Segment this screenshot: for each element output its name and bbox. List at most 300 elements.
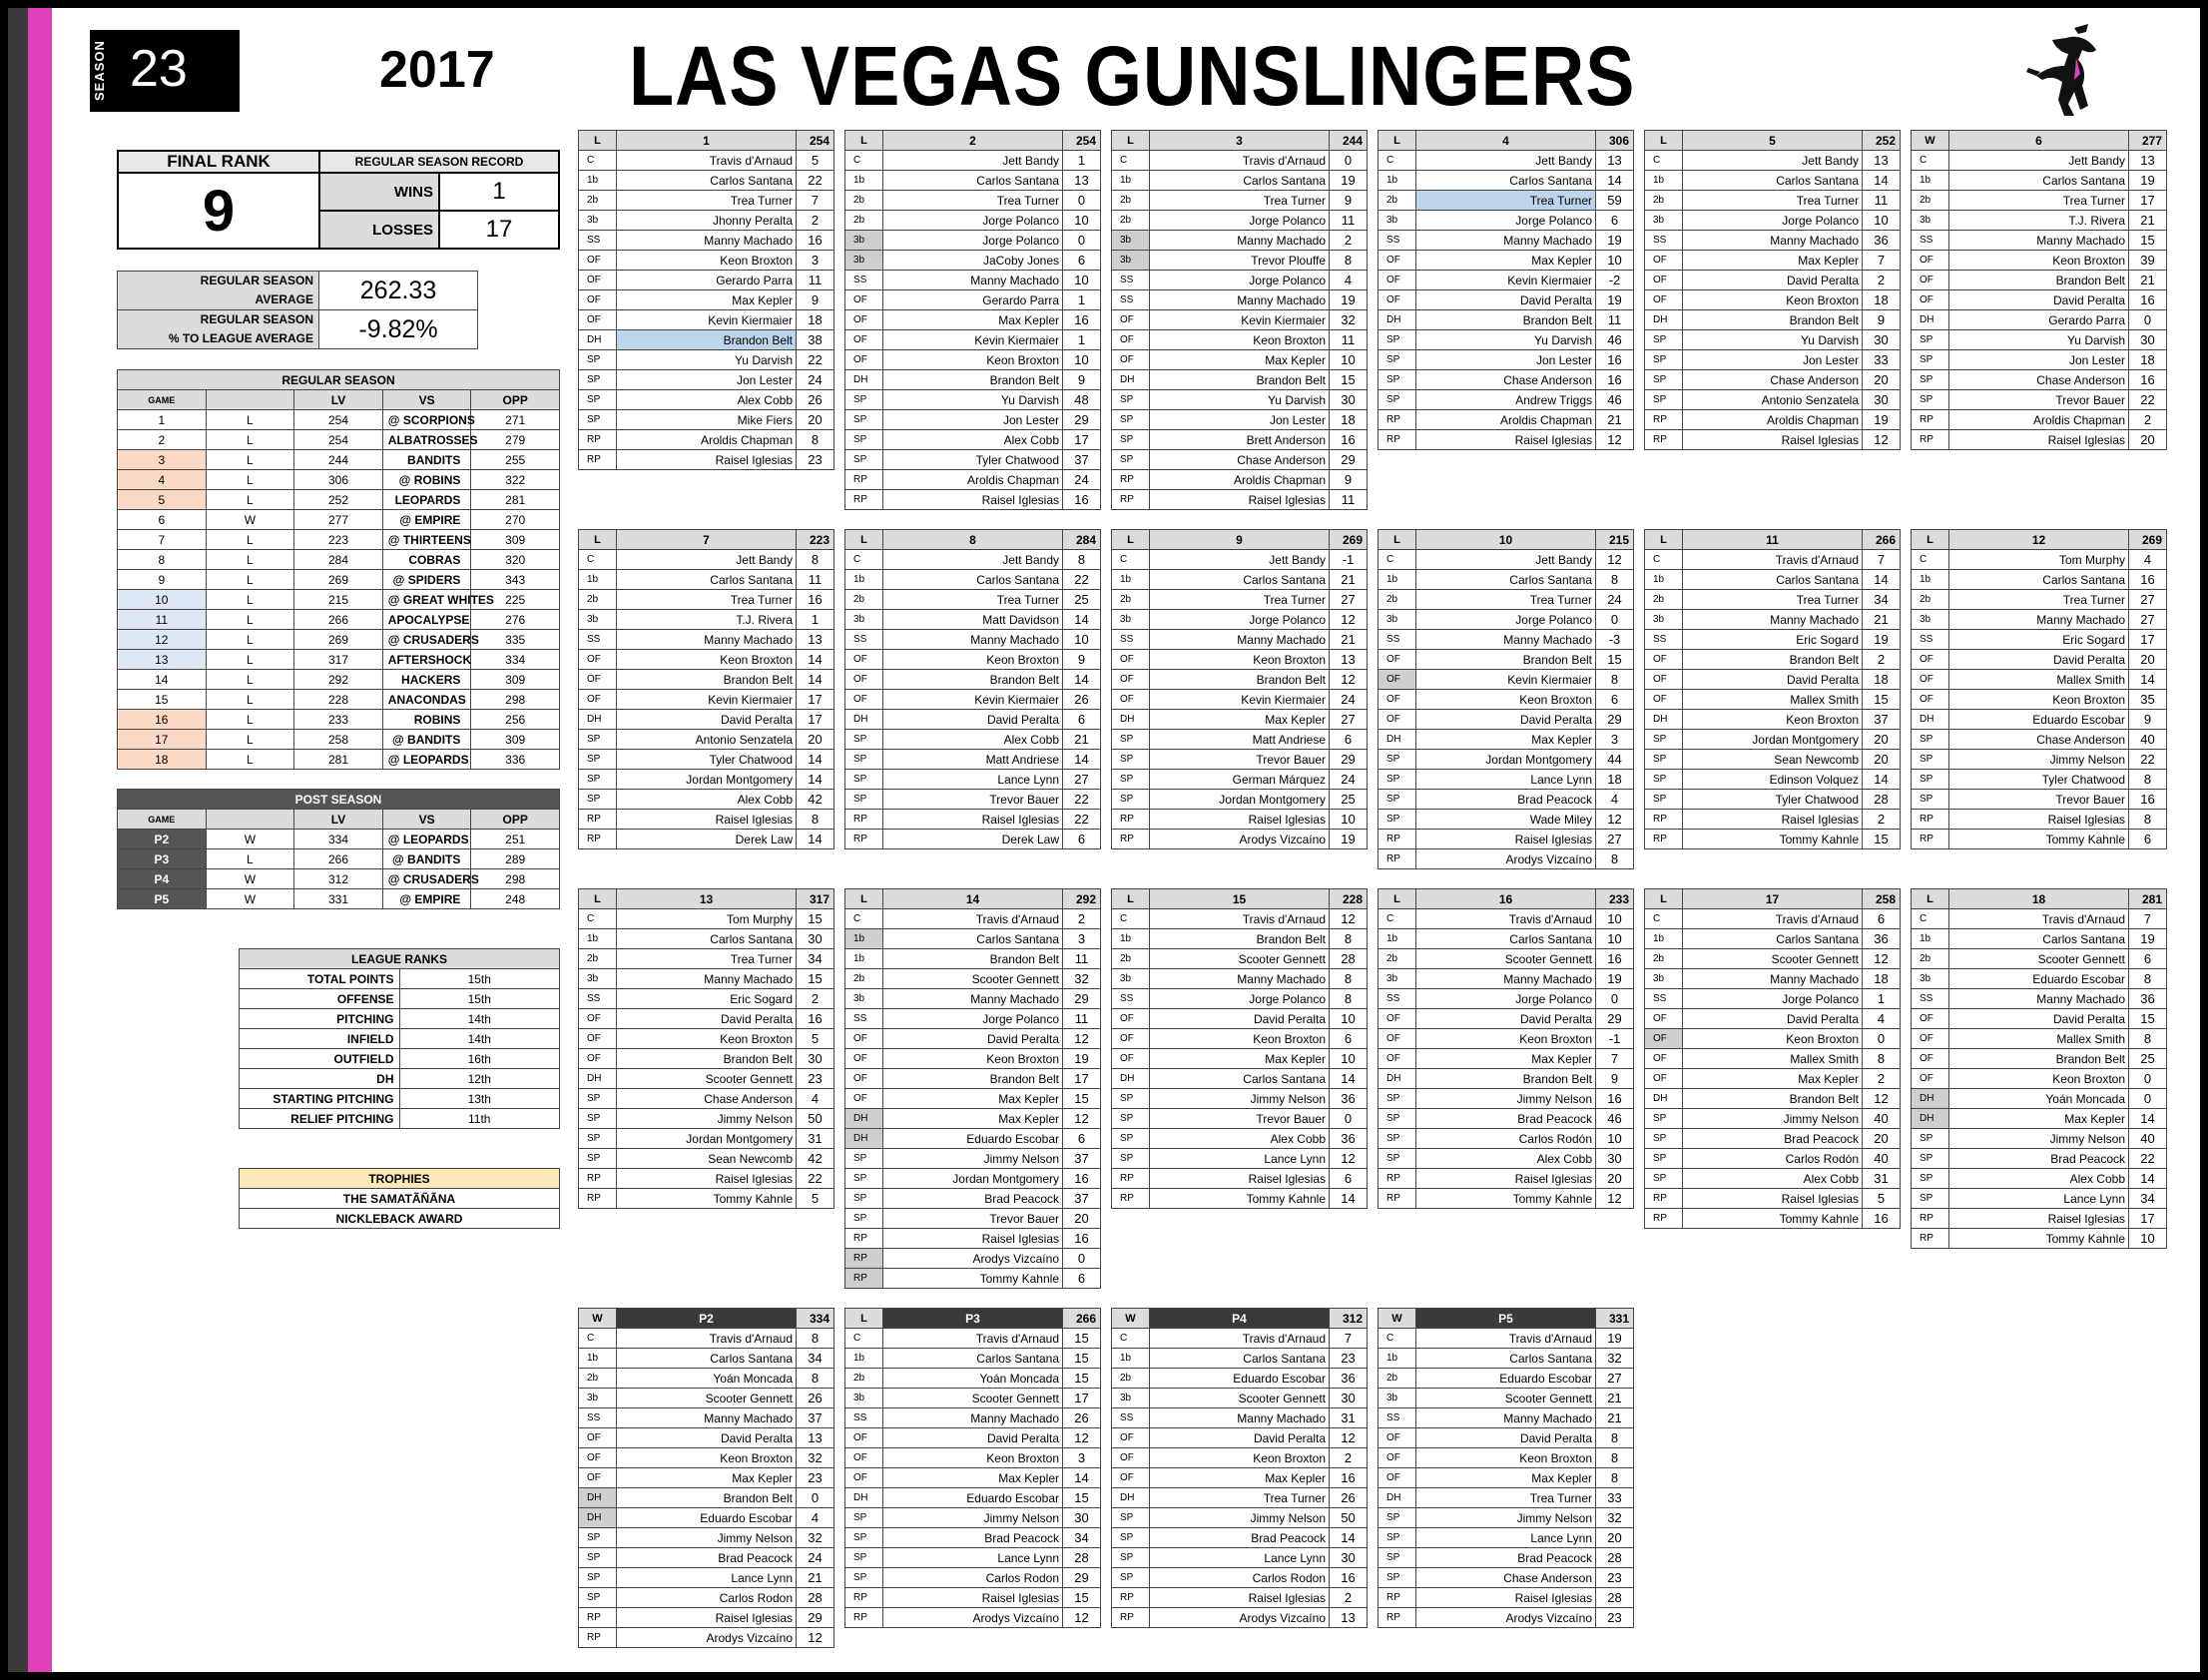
player-name: Tyler Chatwood [883, 450, 1063, 470]
player-name: Keon Broxton [617, 650, 797, 670]
lineup-row [1912, 151, 2167, 171]
lv-score: 266 [294, 849, 383, 869]
player-points: 6 [1063, 251, 1101, 271]
player-name: Manny Machado [1949, 610, 2129, 630]
game-number: P2 [617, 1309, 797, 1329]
player-name: Carlos Santana [1416, 171, 1596, 191]
player-points: 34 [797, 949, 834, 969]
player-name: Manny Machado [1416, 1408, 1596, 1428]
position: OF [1645, 650, 1683, 670]
position: C [1379, 909, 1416, 929]
lv-score: 254 [294, 430, 383, 450]
game-result-badge: W [1912, 131, 1949, 151]
position: 1b [1112, 171, 1150, 191]
lineup-row [1379, 630, 1634, 650]
lineup-row [1112, 430, 1368, 450]
player-points: 15 [1863, 830, 1901, 849]
player-points: 16 [1596, 949, 1634, 969]
player-points: 21 [1863, 610, 1901, 630]
player-points: 27 [1330, 710, 1368, 730]
position: RP [579, 450, 617, 470]
player-points: 18 [1863, 290, 1901, 310]
position: DH [1912, 1109, 1949, 1129]
player-points: 14 [2129, 1169, 2167, 1189]
player-points: 2 [1863, 1069, 1901, 1089]
player-name: Carlos Santana [1949, 929, 2129, 949]
player-name: Jett Bandy [1683, 151, 1863, 171]
lineup-row [1379, 410, 1634, 430]
position: OF [1912, 1069, 1949, 1089]
position: RP [1112, 1608, 1150, 1628]
lineup-row [1645, 550, 1901, 570]
game-number: 16 [118, 710, 207, 730]
player-name: Manny Machado [1683, 969, 1863, 989]
player-points: 32 [1063, 969, 1101, 989]
player-name: Carlos Santana [883, 171, 1063, 191]
game-score: 215 [1596, 530, 1634, 550]
position: SP [1645, 330, 1683, 350]
lineup-row [1112, 570, 1368, 590]
position: SP [845, 1169, 883, 1189]
player-points: 12 [1330, 670, 1368, 690]
player-points: 10 [1063, 630, 1101, 650]
player-points: 9 [1330, 470, 1368, 490]
player-name: Carlos Santana [1683, 929, 1863, 949]
game-result-badge: L [579, 530, 617, 550]
game-number: 10 [1416, 530, 1596, 550]
lineup-row [1379, 1129, 1634, 1149]
player-points: 30 [1863, 390, 1901, 410]
position: C [1379, 1329, 1416, 1349]
player-name: Jimmy Nelson [1150, 1508, 1330, 1528]
player-name: Mike Fiers [617, 410, 797, 430]
player-points: 32 [1330, 310, 1368, 330]
position: OF [579, 1428, 617, 1448]
game-number: P5 [118, 889, 207, 909]
lineup-row [1379, 849, 1634, 869]
record-label: REGULAR SEASON RECORD [319, 151, 559, 173]
position: C [845, 550, 883, 570]
lineup-row [845, 1468, 1101, 1488]
lineup-row [579, 290, 834, 310]
player-points: 10 [1063, 350, 1101, 370]
player-points: 6 [1596, 211, 1634, 231]
player-name: Jett Bandy [883, 151, 1063, 171]
lineup-row [1112, 1548, 1368, 1568]
player-points: 30 [1330, 1548, 1368, 1568]
player-name: Brad Peacock [1150, 1528, 1330, 1548]
lineup-row [845, 590, 1101, 610]
position: SP [1912, 1169, 1949, 1189]
player-name: Manny Machado [1150, 630, 1330, 650]
player-points: 13 [797, 630, 834, 650]
position: SP [1112, 410, 1150, 430]
lineup-row [1112, 610, 1368, 630]
position: SP [579, 750, 617, 770]
player-points: -1 [1330, 550, 1368, 570]
position: SP [845, 450, 883, 470]
position: SS [579, 630, 617, 650]
game-score: 277 [2129, 131, 2167, 151]
lineup-row [579, 570, 834, 590]
player-points: 14 [1330, 1528, 1368, 1548]
position: OF [1379, 1009, 1416, 1029]
player-name: Eduardo Escobar [1949, 710, 2129, 730]
game-score: 317 [797, 889, 834, 909]
player-name: Kevin Kiermaier [617, 310, 797, 330]
lineup-row [579, 929, 834, 949]
player-points: 8 [797, 1329, 834, 1349]
player-points: 30 [797, 929, 834, 949]
position: 3b [1912, 610, 1949, 630]
player-name: Carlos Santana [1416, 929, 1596, 949]
game-box-3 [1111, 130, 1368, 510]
player-name: Matt Davidson [883, 610, 1063, 630]
player-name: Trea Turner [1416, 191, 1596, 211]
player-name: Eduardo Escobar [1150, 1369, 1330, 1389]
player-points: 13 [1330, 1608, 1368, 1628]
position: RP [1912, 830, 1949, 849]
position: RP [1645, 430, 1683, 450]
position: OF [845, 670, 883, 690]
game-number: 11 [118, 610, 207, 630]
player-name: David Peralta [1949, 290, 2129, 310]
player-points: 2 [797, 211, 834, 231]
lineup-row [845, 1269, 1101, 1289]
lineup-row [1645, 271, 1901, 290]
player-points: 19 [1330, 171, 1368, 191]
player-name: T.J. Rivera [1949, 211, 2129, 231]
lineup-row [845, 390, 1101, 410]
position: SS [845, 630, 883, 650]
lineup-row [579, 690, 834, 710]
position: 2b [1379, 590, 1416, 610]
regular-season-row [118, 490, 560, 510]
player-name: Keon Broxton [1150, 330, 1330, 350]
position: SP [845, 390, 883, 410]
lineup-row [1645, 1169, 1901, 1189]
lineup-row [579, 810, 834, 830]
rank-row [240, 1089, 560, 1109]
position: OF [1379, 650, 1416, 670]
player-points: 35 [2129, 690, 2167, 710]
player-name: Scooter Gennett [1416, 949, 1596, 969]
player-name: Chase Anderson [1683, 370, 1863, 390]
trophies-table [239, 1168, 560, 1229]
lineup-row [1645, 390, 1901, 410]
player-points: 8 [797, 430, 834, 450]
losses-value: 17 [439, 211, 559, 249]
player-points: 2 [1063, 909, 1101, 929]
player-points: 26 [1330, 1488, 1368, 1508]
game-result: W [206, 830, 294, 849]
lineup-row [1912, 1209, 2167, 1229]
player-points: 12 [1863, 430, 1901, 450]
lineup-row [845, 271, 1101, 290]
player-name: Brandon Belt [617, 1488, 797, 1508]
position: OF [1912, 670, 1949, 690]
position: C [1112, 550, 1150, 570]
player-name: Trevor Bauer [1949, 790, 2129, 810]
position: OF [1912, 1029, 1949, 1049]
position: 1b [1645, 570, 1683, 590]
lineup-row [1645, 810, 1901, 830]
position: SP [1112, 1129, 1150, 1149]
player-name: Raisel Iglesias [1683, 430, 1863, 450]
lineup-row [1912, 750, 2167, 770]
lineup-row [1645, 730, 1901, 750]
player-name: Scooter Gennett [1150, 1389, 1330, 1408]
lineup-row [1379, 290, 1634, 310]
player-name: Alex Cobb [1683, 1169, 1863, 1189]
gunslinger-logo-icon [2016, 20, 2116, 120]
rank-row [240, 989, 560, 1009]
position: SP [1112, 1508, 1150, 1528]
lineup-row [1379, 830, 1634, 849]
player-name: Carlos Santana [1150, 570, 1330, 590]
game-result: W [206, 869, 294, 889]
player-points: 12 [1596, 550, 1634, 570]
lineup-row [1379, 1608, 1634, 1628]
player-name: Jon Lester [883, 410, 1063, 430]
player-name: Lance Lynn [1150, 1149, 1330, 1169]
lineup-row [579, 610, 834, 630]
player-points: 2 [1330, 1588, 1368, 1608]
player-name: Tommy Kahnle [1683, 1209, 1863, 1229]
position: OF [1112, 1428, 1150, 1448]
opponent: @ ROBINS [382, 470, 471, 490]
player-points: 34 [797, 1349, 834, 1369]
player-name: David Peralta [1949, 1009, 2129, 1029]
opponent: LEOPARDS [382, 490, 471, 510]
position: SS [1645, 989, 1683, 1009]
lineup-row [1912, 1049, 2167, 1069]
position: SP [1645, 1129, 1683, 1149]
player-points: 46 [1596, 1109, 1634, 1129]
position: OF [1112, 1009, 1150, 1029]
player-name: Jordan Montgomery [617, 1129, 797, 1149]
lineup-row [845, 1109, 1101, 1129]
position: DH [1645, 1089, 1683, 1109]
player-name: Raisel Iglesias [1949, 810, 2129, 830]
player-points: 2 [1863, 650, 1901, 670]
lineup-row [1645, 690, 1901, 710]
player-name: Jorge Polanco [1150, 271, 1330, 290]
player-name: Manny Machado [1949, 231, 2129, 251]
player-points: 8 [1330, 929, 1368, 949]
opponent: @ EMPIRE [382, 510, 471, 530]
opp-score: 322 [471, 470, 560, 490]
position: OF [845, 690, 883, 710]
lineup-row [1112, 490, 1368, 510]
position: 3b [845, 989, 883, 1009]
player-name: Jorge Polanco [883, 211, 1063, 231]
player-name: Carlos Santana [1150, 1069, 1330, 1089]
position: DH [1379, 310, 1416, 330]
lineup-row [1645, 1089, 1901, 1109]
position: OF [1645, 290, 1683, 310]
position: 3b [1379, 610, 1416, 630]
game-number: 3 [118, 450, 207, 470]
position: OF [579, 1049, 617, 1069]
rank-value: 13th [399, 1089, 560, 1109]
player-points: 16 [2129, 790, 2167, 810]
player-points: -3 [1596, 630, 1634, 650]
lineup-row [579, 1508, 834, 1528]
player-name: Travis d'Arnaud [617, 1329, 797, 1349]
game-score: 252 [1863, 131, 1901, 151]
player-name: Max Kepler [1150, 350, 1330, 370]
player-name: Max Kepler [1150, 710, 1330, 730]
position: SP [1912, 1189, 1949, 1209]
player-points: 22 [797, 171, 834, 191]
lineup-row [1112, 590, 1368, 610]
player-name: Wade Miley [1416, 810, 1596, 830]
player-points: 9 [1863, 310, 1901, 330]
player-points: 28 [1596, 1548, 1634, 1568]
position: 3b [1379, 969, 1416, 989]
player-name: Matt Andriese [1150, 730, 1330, 750]
lineup-row [579, 1189, 834, 1209]
lineup-row [1379, 1488, 1634, 1508]
player-points: 9 [1063, 370, 1101, 390]
player-points: 28 [1863, 790, 1901, 810]
player-name: Brad Peacock [1949, 1149, 2129, 1169]
position: 2b [845, 590, 883, 610]
game-box-4 [1378, 130, 1634, 450]
lineup-row [579, 1408, 834, 1428]
player-name: Eric Sogard [617, 989, 797, 1009]
player-name: Eduardo Escobar [883, 1129, 1063, 1149]
lineup-row [579, 1568, 834, 1588]
player-points: 8 [1596, 1468, 1634, 1488]
game-box-12 [1911, 529, 2167, 849]
lineup-row [1112, 909, 1368, 929]
player-name: Alex Cobb [617, 390, 797, 410]
lv-score: 277 [294, 510, 383, 530]
game-result-badge: L [579, 889, 617, 909]
opponent: HACKERS [382, 670, 471, 690]
lineup-row [845, 730, 1101, 750]
position: 3b [845, 610, 883, 630]
position: OF [1112, 1049, 1150, 1069]
player-points: 11 [1596, 310, 1634, 330]
lineup-row [1379, 1069, 1634, 1089]
position: 1b [1112, 1349, 1150, 1369]
game-box-P4 [1111, 1308, 1368, 1628]
lineup-row [579, 989, 834, 1009]
player-name: Sean Newcomb [1683, 750, 1863, 770]
lineup-row [845, 1488, 1101, 1508]
side-stripe-dark [8, 8, 28, 1672]
player-points: 6 [1863, 909, 1901, 929]
rank-row [240, 1109, 560, 1129]
player-points: 2 [1330, 1448, 1368, 1468]
regular-col-header [206, 390, 294, 410]
player-name: Manny Machado [1416, 630, 1596, 650]
player-points: 12 [1596, 1189, 1634, 1209]
player-name: Keon Broxton [1150, 650, 1330, 670]
player-name: Brandon Belt [617, 1049, 797, 1069]
player-points: 13 [1596, 151, 1634, 171]
position: 1b [1379, 171, 1416, 191]
rank-value: 14th [399, 1029, 560, 1049]
player-points: 3 [1063, 1448, 1101, 1468]
player-name: Trea Turner [883, 590, 1063, 610]
player-points: 14 [1063, 1468, 1101, 1488]
player-points: 8 [797, 550, 834, 570]
game-box-15 [1111, 888, 1368, 1209]
lineup-row [1379, 1389, 1634, 1408]
player-name: Andrew Triggs [1416, 390, 1596, 410]
player-name: Manny Machado [883, 271, 1063, 290]
lineup-row [579, 1069, 834, 1089]
player-name: Alex Cobb [883, 730, 1063, 750]
lineup-row [845, 1069, 1101, 1089]
position: 3b [1645, 211, 1683, 231]
lineup-row [1645, 750, 1901, 770]
position: SP [845, 1548, 883, 1568]
regular-season-row [118, 690, 560, 710]
player-name: David Peralta [1416, 710, 1596, 730]
lv-score: 334 [294, 830, 383, 849]
player-points: 23 [797, 1069, 834, 1089]
player-points: 3 [797, 251, 834, 271]
game-number: 18 [118, 750, 207, 770]
player-name: Brandon Belt [1150, 670, 1330, 690]
game-number: 14 [883, 889, 1063, 909]
player-points: 21 [1596, 1389, 1634, 1408]
lineup-row [1112, 1488, 1368, 1508]
player-points: 16 [1863, 1209, 1901, 1229]
position: C [845, 1329, 883, 1349]
position: DH [579, 1508, 617, 1528]
position: OF [1379, 670, 1416, 690]
player-points: 9 [1330, 191, 1368, 211]
player-points: 21 [1596, 410, 1634, 430]
player-name: Max Kepler [1416, 1049, 1596, 1069]
opp-score: 320 [471, 550, 560, 570]
position: 2b [579, 949, 617, 969]
player-points: 12 [1063, 1029, 1101, 1049]
regular-season-row [118, 550, 560, 570]
player-points: 40 [1863, 1109, 1901, 1129]
position: DH [1379, 1488, 1416, 1508]
lineup-row [1112, 231, 1368, 251]
lineup-row [1645, 969, 1901, 989]
player-points: 14 [2129, 1109, 2167, 1129]
player-name: Jimmy Nelson [1150, 1089, 1330, 1109]
player-name: Jorge Polanco [1416, 610, 1596, 630]
player-name: Max Kepler [1683, 251, 1863, 271]
lineup-row [845, 1169, 1101, 1189]
lv-score: 331 [294, 889, 383, 909]
player-name: Yu Darvish [617, 350, 797, 370]
game-number: 12 [1949, 530, 2129, 550]
lineup-row [1379, 750, 1634, 770]
opponent: COBRAS [382, 550, 471, 570]
position: OF [1112, 690, 1150, 710]
lineup-row [1912, 271, 2167, 290]
player-points: 16 [1330, 1568, 1368, 1588]
position: C [579, 151, 617, 171]
position: SP [1912, 1149, 1949, 1169]
position: RP [1645, 1209, 1683, 1229]
player-points: 20 [1863, 1129, 1901, 1149]
player-points: 15 [1330, 370, 1368, 390]
game-score: 254 [1063, 131, 1101, 151]
position: SP [1912, 370, 1949, 390]
